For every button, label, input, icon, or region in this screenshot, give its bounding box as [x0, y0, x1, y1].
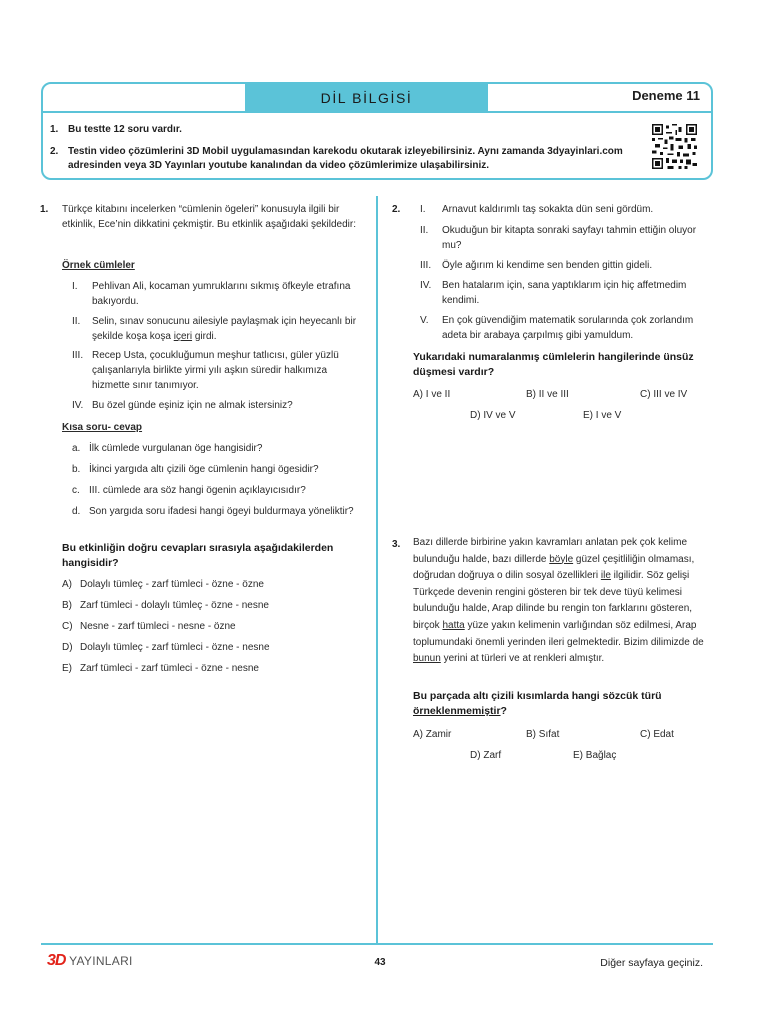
q1-examples-title: Örnek cümleler: [62, 260, 135, 271]
q1-number: 1.: [40, 204, 49, 215]
q2-option-b[interactable]: B) II ve III: [526, 389, 569, 400]
underlined-word: ile: [600, 570, 611, 582]
q2-option-d[interactable]: D) IV ve V: [470, 410, 516, 421]
underlined-word: böyle: [549, 553, 574, 565]
q3-number: 3.: [392, 539, 401, 550]
q3-passage: Bazı dillerde birbirine yakın kavramları anlatan pek çok kelime bulunduğu halde, bazı dillerde böyle güzel çeşitliliğin olmaması, doğrudan doğruya o dilin sosyal özellikleri ile ilgilidir. Söz gelişi Türkçede devenin rengini gösteren bir tek deve tüyü kelimesi bulunduğu halde, Arap dilinde bu rengin ton farklarını gösteren, birçok hatta yüze yakın kelimenin varlığından söz edilmesi, Arap toplumundaki önemli yerinden ileri gelmektedir. Bizim dilimizde de bunun yerini at türleri ve at renkleri almıştır.: [413, 537, 704, 665]
page-number: 43: [374, 957, 386, 968]
q1-intro: Türkçe kitabını incelerken “cümlenin ögeleri” konusuyla ilgili bir etkinlik, Ece’nin dikkatini çekmiştir. Bu etkinlik aşağıdaki şekildedir:: [62, 204, 357, 230]
q2-number: 2.: [392, 204, 401, 215]
logo-3d-mark: 3D: [47, 952, 66, 969]
publisher-logo: [47, 952, 133, 970]
underlined-word: bunun: [413, 653, 441, 665]
q3-option-d[interactable]: D) Zarf: [470, 750, 502, 761]
q2-option-c[interactable]: C) III ve IV: [640, 389, 688, 400]
q2-stem: Yukarıdaki numaralanmış cümlelerin hangilerinde ünsüz düşmesi vardır?: [413, 351, 694, 378]
footer-line: [41, 943, 713, 945]
underlined-word: hatta: [442, 619, 465, 631]
q1-stem: Bu etkinliğin doğru cevapları sırasıyla aşağıdakilerden hangisidir?: [62, 542, 334, 569]
q1-short-title: Kısa soru- cevap: [62, 422, 143, 433]
underlined-word: örneklenmemiştir: [413, 705, 501, 717]
column-divider: [376, 196, 378, 944]
logo-text: YAYINLARI: [69, 954, 133, 968]
q3-stem: Bu parçada altı çizili kısımlarda hangi sözcük türü örneklenmemiştir?: [413, 690, 662, 717]
subject-title: DİL BİLGİSİ: [320, 90, 413, 106]
underlined-word: içeri: [173, 331, 193, 342]
q2-option-a[interactable]: A) I ve II: [413, 389, 451, 400]
deneme-label: Deneme 11: [632, 88, 700, 103]
q3-option-b[interactable]: B) Sıfat: [526, 729, 560, 740]
q2-option-e[interactable]: E) I ve V: [583, 410, 622, 421]
next-page-note: Diğer sayfaya geçiniz.: [600, 957, 703, 969]
q3-option-c[interactable]: C) Edat: [640, 729, 674, 740]
q3-option-a[interactable]: A) Zamir: [413, 729, 452, 740]
header-divider: [41, 111, 713, 113]
q3-option-e[interactable]: E) Bağlaç: [573, 750, 617, 761]
qr-code-icon[interactable]: [652, 124, 697, 169]
